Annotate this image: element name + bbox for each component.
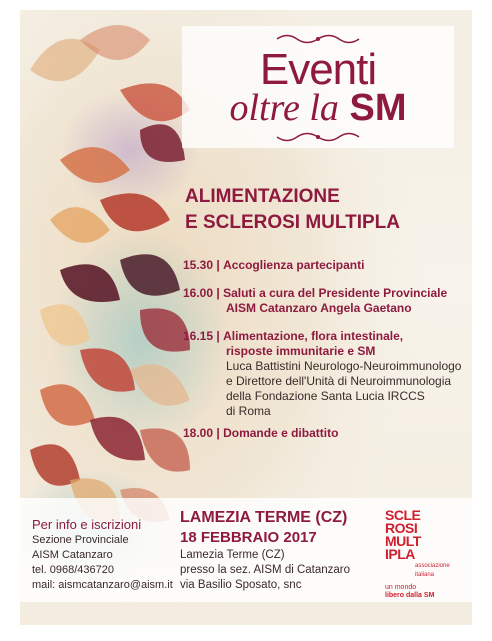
topic-heading: [185, 184, 400, 236]
program-time: 16.15 |: [183, 329, 220, 343]
logo-word: ROSI: [385, 520, 418, 536]
logo-word: MULT: [385, 533, 421, 549]
title-eventi: Eventi: [259, 45, 377, 94]
program-detail: e Direttore dell'Unità di Neuroimmunologia: [226, 374, 452, 388]
program-detail: della Fondazione Santa Lucia IRCCS: [226, 389, 425, 403]
logo-tagline-line: un mondo: [385, 584, 417, 591]
program-item: [183, 286, 447, 316]
venue-block: [180, 508, 350, 593]
title-box: [182, 26, 454, 148]
venue-city: LAMEZIA TERME (CZ): [180, 509, 348, 526]
poster: [20, 10, 472, 625]
program-item: [183, 258, 364, 273]
topic-line-2: E SCLEROSI MULTIPLA: [185, 212, 400, 233]
info-heading: Per info e iscrizioni: [32, 517, 142, 532]
logo-tagline-line: libero dalla SM: [385, 592, 435, 599]
program-item: [183, 426, 338, 441]
program-detail: Luca Battistini Neurologo-Neuroimmunologo: [226, 359, 462, 373]
program-title: Accoglienza partecipanti: [223, 258, 365, 272]
logo-assoc: italiana: [415, 572, 435, 578]
topic-line-1: ALIMENTAZIONE: [185, 186, 340, 207]
title-oltre-la: oltre la: [229, 87, 339, 129]
info-email: mail: aismcatanzaro@aism.it: [32, 579, 173, 591]
program-time: 18.00 |: [183, 426, 220, 440]
info-line: Sezione Provinciale: [32, 534, 129, 546]
logo-word: IPLA: [385, 546, 415, 562]
program-item: [183, 329, 461, 419]
program-title-cont: AISM Catanzaro Angela Gaetano: [226, 301, 412, 315]
info-line: AISM Catanzaro: [32, 549, 113, 561]
venue-line: via Basilio Sposato, snc: [180, 579, 302, 591]
program-detail: di Roma: [226, 404, 271, 418]
title-sm: SM: [349, 87, 407, 129]
program-title: Saluti a cura del Presidente Provinciale: [223, 286, 448, 300]
info-phone: tel. 0968/436720: [32, 564, 114, 576]
program-time: 15.30 |: [183, 258, 220, 272]
ornament-top-icon: [275, 32, 361, 46]
venue-line: Lamezia Terme (CZ): [180, 549, 285, 561]
aism-logo: [385, 507, 455, 599]
logo-word: SCLE: [385, 507, 421, 523]
title-oltre-la-sm: [182, 88, 454, 128]
event-date: 18 FEBBRAIO 2017: [180, 529, 317, 546]
logo-tagline: [385, 584, 465, 600]
logo-assoc: associazione: [415, 563, 450, 569]
program-title: Alimentazione, flora intestinale,: [223, 329, 404, 343]
program-title: Domande e dibattito: [223, 426, 339, 440]
program-time: 16.00 |: [183, 286, 220, 300]
venue-line: presso la sez. AISM di Catanzaro: [180, 564, 351, 576]
program-title-cont: risposte immunitarie e SM: [226, 344, 376, 358]
info-block: [32, 516, 173, 593]
ornament-bottom-icon: [275, 130, 361, 144]
